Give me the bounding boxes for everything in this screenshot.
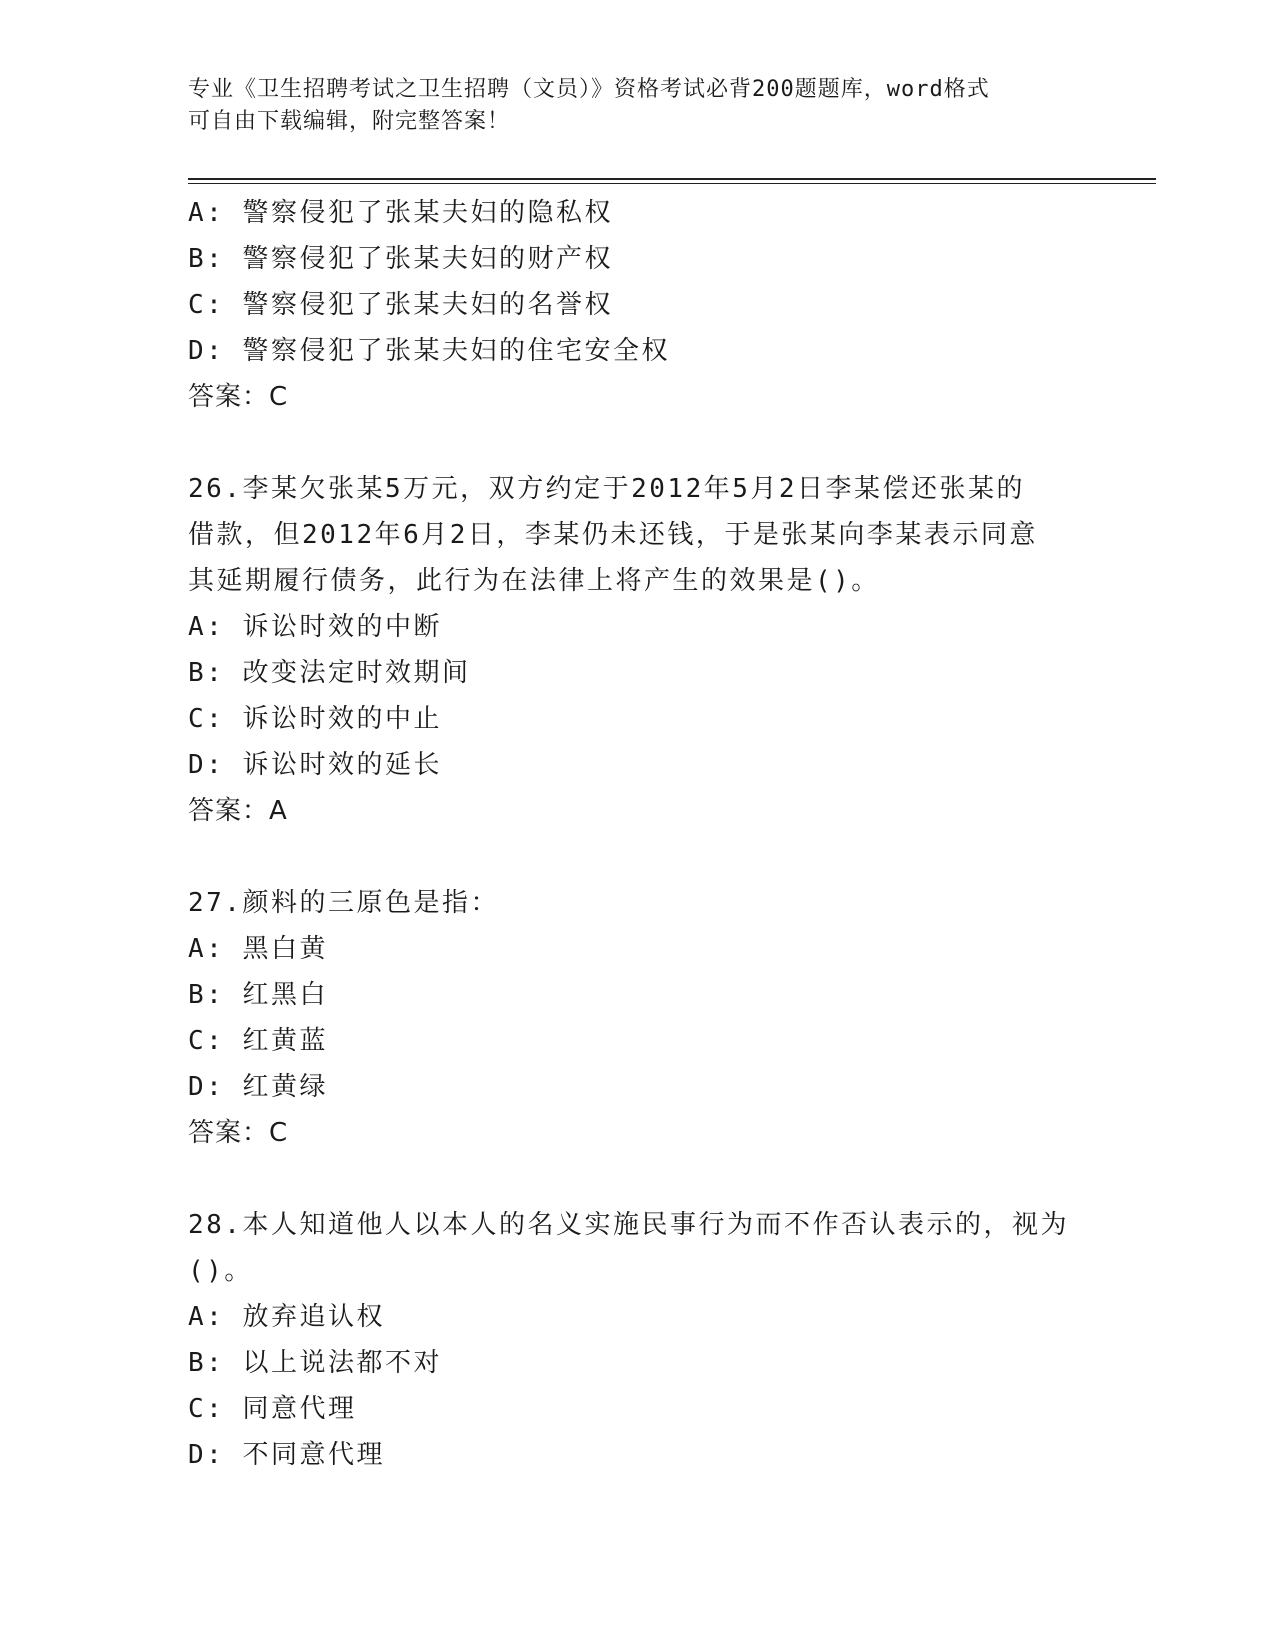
question-stem: ()。 — [188, 1256, 253, 1286]
document-header — [188, 74, 1088, 138]
option-b: B: 改变法定时效期间 — [188, 658, 471, 688]
header-line-1: 专业《卫生招聘考试之卫生招聘（文员）》资格考试必背200题题库，word格式 — [188, 77, 990, 102]
option-d: D: 不同意代理 — [188, 1440, 385, 1470]
option-a: A: 黑白黄 — [188, 934, 328, 964]
option-b: B: 警察侵犯了张某夫妇的财产权 — [188, 244, 613, 274]
question-stem: 28.本人知道他人以本人的名义实施民事行为而不作否认表示的，视为 — [188, 1210, 1069, 1240]
option-b: B: 红黑白 — [188, 980, 328, 1010]
option-d: D: 警察侵犯了张某夫妇的住宅安全权 — [188, 336, 670, 366]
question-25 — [188, 190, 1108, 420]
option-d: D: 红黄绿 — [188, 1072, 328, 1102]
option-a: A: 诉讼时效的中断 — [188, 612, 442, 642]
option-d: D: 诉讼时效的延长 — [188, 750, 442, 780]
header-line-2: 可自由下载编辑，附完整答案！ — [188, 109, 511, 134]
question-stem: 借款，但2012年6月2日，李某仍未还钱，于是张某向李某表示同意 — [188, 520, 1038, 550]
option-c: C: 诉讼时效的中止 — [188, 704, 442, 734]
question-list — [188, 190, 1108, 1478]
answer: 答案：A — [188, 796, 288, 826]
option-a: A: 放弃追认权 — [188, 1302, 385, 1332]
option-a: A: 警察侵犯了张某夫妇的隐私权 — [188, 198, 613, 228]
option-b: B: 以上说法都不对 — [188, 1348, 442, 1378]
question-stem: 26.李某欠张某5万元，双方约定于2012年5月2日李某偿还张某的 — [188, 474, 1026, 504]
header-divider — [188, 178, 1156, 184]
question-28 — [188, 1202, 1108, 1478]
question-27 — [188, 880, 1108, 1156]
answer: 答案：C — [188, 1118, 289, 1148]
option-c: C: 警察侵犯了张某夫妇的名誉权 — [188, 290, 613, 320]
question-stem: 27.颜料的三原色是指： — [188, 888, 499, 918]
answer: 答案：C — [188, 382, 289, 412]
option-c: C: 同意代理 — [188, 1394, 357, 1424]
question-26 — [188, 466, 1108, 834]
question-stem: 其延期履行债务，此行为在法律上将产生的效果是()。 — [188, 566, 880, 596]
option-c: C: 红黄蓝 — [188, 1026, 328, 1056]
